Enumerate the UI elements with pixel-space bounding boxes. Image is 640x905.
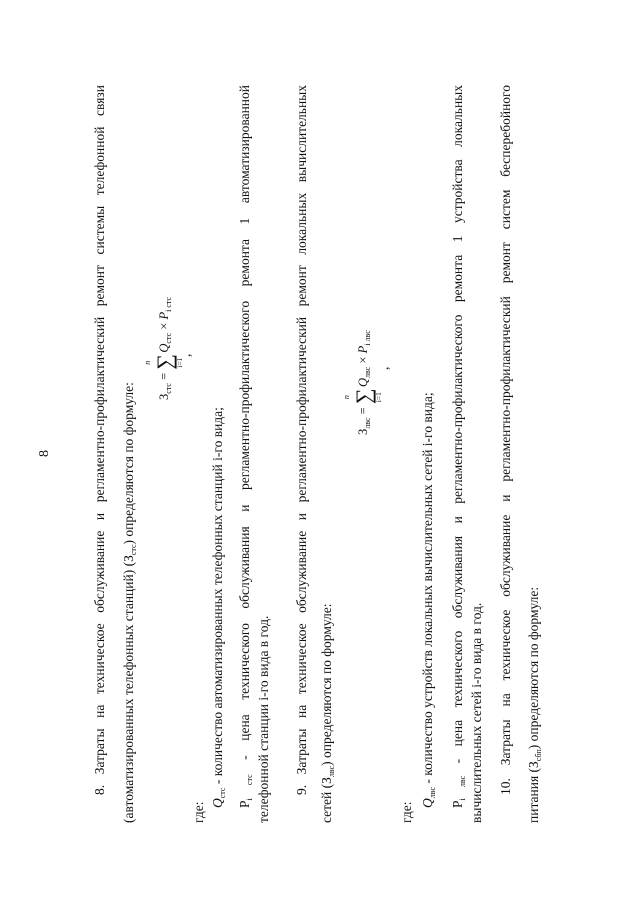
def-p-lvs-line-1: $P_{i лвс}$ - цена технического обслуживания и регламентно-профилактического ремонта 1 устройства локальных [450,85,467,808]
section-8-line-2: (автоматизированных телефонных станций) $(З_{стс})$ определяются по формуле: [121,382,138,823]
def-q-stc: $Q_{стс}$ - количество автоматизированных телефонных станций i-го вида; [210,407,227,808]
sum-sign: n ∑ i=1 [143,354,184,370]
sum-sign: n ∑ i=1 [342,388,383,405]
def-p-stc-line-2: телефонной станции i-го вида в год. [256,615,271,823]
section-8-line-1: 8. Затраты на техническое обслуживание и регламентно-профилактический ремонт системы телефонной связи [92,85,107,795]
formula-z-stc: $З_{стс}$ = n ∑ i=1 $Q_{стс} \times P_{i стс}$ [143,296,184,400]
where-label-1: где: [191,801,206,823]
symbol-z-stc: $З_{стс}$ [121,544,138,562]
section-9-line-2: сетей $(З_{лвс})$ определяются по формуле: [319,603,336,823]
def-q-lvs: $Q_{лвс}$ - количество устройств локальных вычислительных сетей i-го вида; [420,392,437,808]
def-p-lvs-line-2: вычислительных сетей i-го вида в год. [469,602,484,823]
section-9-line-1: 9. Затраты на техническое обслуживание и регламентно-профилактический ремонт локальных вычислительных [294,85,309,795]
section-10-line-2: питания $(З_{сбп})$ определяются по формуле: [526,586,543,823]
page-number: 8 [37,450,52,457]
formula-comma-2: , [376,366,391,370]
section-10-line-1: 10. Затраты на техническое обслуживание и регламентно-профилактический ремонт систем бесперебойного [498,85,513,795]
where-label-2: где: [399,801,414,823]
formula-z-lvs: $З_{лвс}$ = n ∑ i=1 $Q_{лвс} \times P_{i лвс}$ [342,330,383,435]
symbol-z-sbp: $З_{сбп}$ [526,749,543,768]
formula-comma-1: , [178,353,193,357]
def-p-stc-line-1: $P_{i стс}$ - цена технического обслуживания и регламентно-профилактического ремонта 1 автоматизированной [237,85,254,808]
symbol-z-lvs: $З_{лвс}$ [319,765,336,784]
